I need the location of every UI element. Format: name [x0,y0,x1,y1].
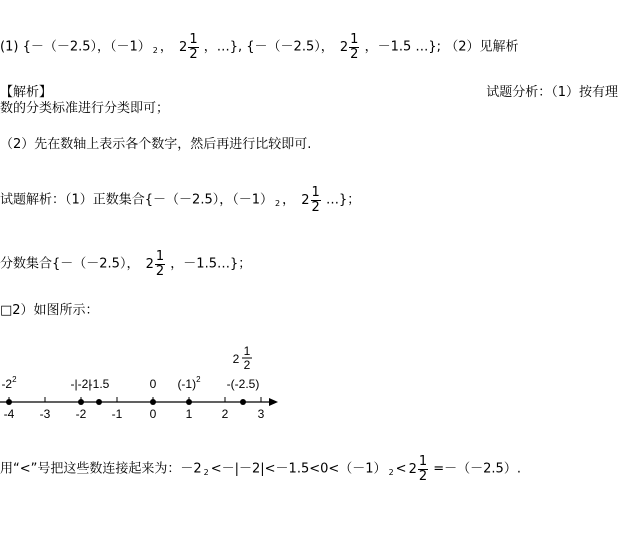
positive-set-close: …}； [325,192,361,208]
tick-label: -2 [75,407,87,421]
positive-set-line [0,186,360,214]
fraction-numerator: 1 [189,32,198,47]
number-line-ticks [4,397,265,421]
positive-set-close: ，…}, [203,39,243,55]
number-line-points [1,344,259,405]
point-label: -|-2| [70,377,92,391]
tick-label: 3 [257,407,265,421]
mixed-label-denominator: 2 [243,358,251,372]
point-label: -1.5 [88,377,110,391]
point-label: $(-1)^2$ [177,375,201,391]
fraction-set-line [0,250,251,278]
tick-label: 1 [185,407,193,421]
mixed-whole: 2 [408,461,417,477]
mixed-fraction [311,186,321,214]
exponent: 2 [203,467,209,477]
answer-prefix: (1) [0,39,19,55]
fraction-denominator: 2 [155,263,165,279]
comparison-end: =－（－2.5）. [433,461,521,477]
fraction-denominator: 2 [418,468,428,484]
fraction-set-close: ，－1.5…}； [170,256,252,272]
analysis-summary-cont: 数的分类标准进行分类即可； [0,101,170,116]
mixed-fraction [418,455,428,483]
answer-part2: （2）见解析 [445,39,519,55]
tick-label: 0 [149,407,157,421]
point-marker [240,399,246,405]
tick-label: -1 [111,407,123,421]
tick-label: -3 [39,407,51,421]
axis-arrow-icon [269,398,278,406]
mixed-label-whole: 2 [232,352,240,366]
answer-line [0,33,518,61]
fraction-set-intro: 分数集合{－（－2.5）， [0,256,140,272]
positive-set-intro: 试题解析：（1）正数集合{－（－2.5），（－1） [0,192,273,208]
separator: ， [159,39,173,55]
mixed-fraction [188,33,198,61]
point-label: -(-2.5) [226,377,260,391]
comparison-line [0,455,521,483]
number-line [0,340,630,425]
mixed-whole: 2 [301,192,310,208]
analysis-heading: 【解析】 [0,85,53,100]
fraction-numerator: 1 [418,454,428,469]
fraction-numerator: 1 [311,185,320,200]
fraction-denominator: 2 [350,46,359,62]
fraction-numerator: 1 [155,249,165,264]
point-marker [78,399,84,405]
fraction-denominator: 2 [311,199,320,215]
tick-label: -4 [3,407,15,421]
tick-label: 2 [221,407,229,421]
point-marker [96,399,102,405]
figure-intro: □2）如图所示： [0,303,99,318]
mixed-fraction [349,33,359,61]
comparison-intro: 用“<”号把这些数连接起来为：－2 [0,461,202,477]
number-line-axis [0,398,278,406]
comparison-lt: < [395,461,407,477]
exponent: 2 [152,45,158,55]
fraction-set-close: ，－1.5 …}; [364,39,442,55]
mixed-fraction [155,250,165,278]
comparison-mid: <－|－2|<－1.5<0<（－1） [210,461,387,477]
exponent: 2 [275,198,281,208]
analysis-step2: （2）先在数轴上表示各个数字，然后再进行比较即可. [0,137,312,152]
point-marker [186,399,192,405]
positive-set-open: {－（－2.5），（－1） [22,39,151,55]
point-label-exponent: 2 [12,375,17,384]
exponent: 2 [388,467,394,477]
analysis-summary: 试题分析：（1）按有理 [486,85,618,100]
separator: ， [282,192,296,208]
fraction-denominator: 2 [189,46,198,62]
mixed-whole: 2 [145,256,154,272]
point-label: 0 [149,377,157,391]
fraction-set-open: {－（－2.5）， [246,39,334,55]
mixed-whole: 2 [339,39,349,55]
fraction-numerator: 1 [350,32,359,47]
point-label: $-2^2$ [1,375,17,391]
mixed-label-numerator: 1 [243,344,251,358]
point-marker [6,399,12,405]
point-label-exponent: 2 [196,375,201,384]
point-marker [150,399,156,405]
mixed-whole: 2 [179,39,188,55]
